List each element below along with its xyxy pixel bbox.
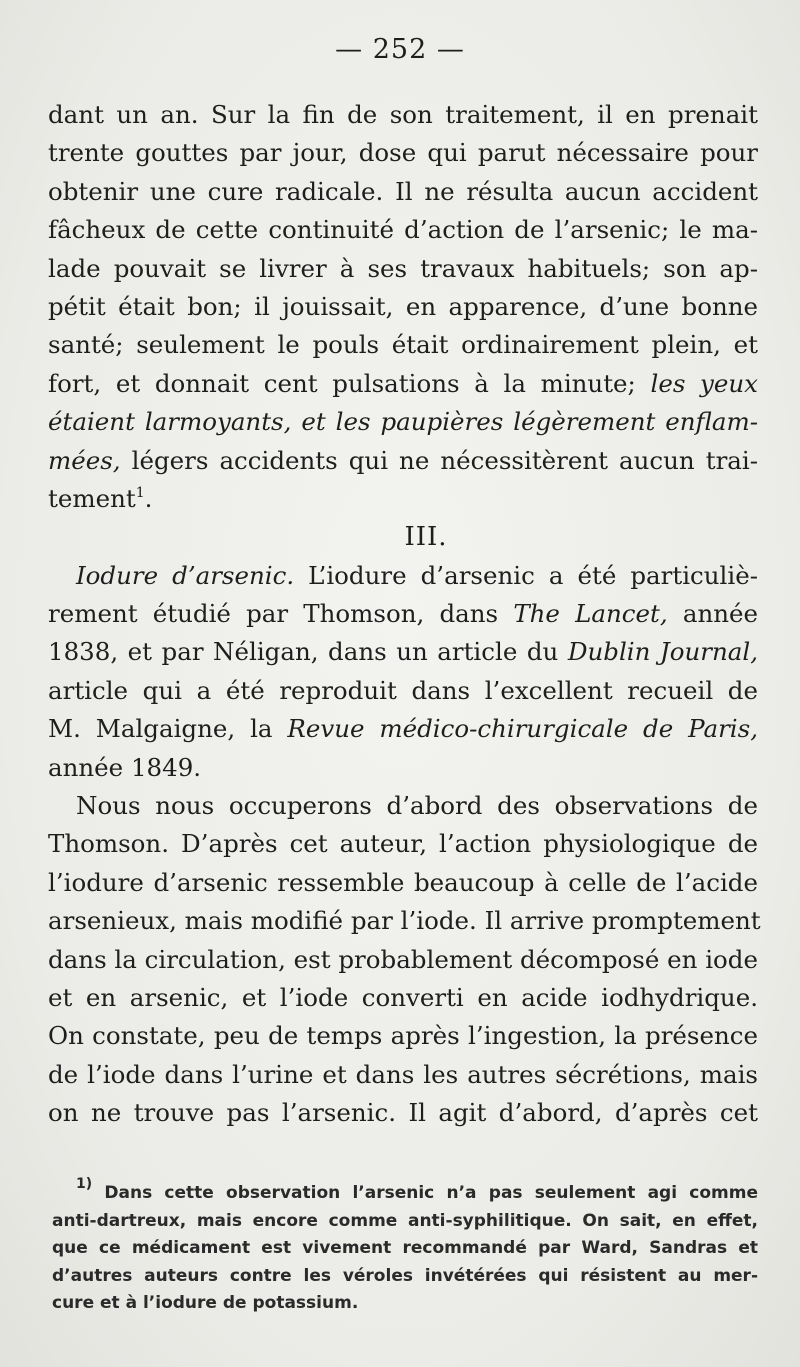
footnote-line: cure et à l’iodure de potassium. <box>52 1293 359 1314</box>
text-line: et en arsenic, et l’iode converti en acide iodhydrique. <box>48 982 758 1012</box>
italic-text: Revue médico-chirurgicale de Paris, <box>287 714 758 744</box>
italic-text: Dublin Journal, <box>567 637 758 667</box>
text-run: tement <box>48 483 136 513</box>
text-line: arsenieux, mais modifié par l’iode. Il arrive promptement <box>48 906 761 936</box>
footnote-line: d’autres auteurs contre les véroles invétérées qui résistent au mer- <box>52 1265 758 1286</box>
text-line <box>48 595 758 633</box>
text-line <box>48 557 758 595</box>
text-line: obtenir une cure radicale. Il ne résulta aucun accident <box>48 176 758 206</box>
main-text <box>48 96 761 1133</box>
text-run: fort, et donnait cent pulsations à la minute; <box>48 368 651 398</box>
text-line: Thomson. D’après cet auteur, l’action physiologique de <box>48 829 758 859</box>
text-run: année <box>667 599 758 629</box>
page-number: — 252 — <box>335 34 465 65</box>
text-run: L’iodure d’arsenic a été particuliè- <box>294 560 758 590</box>
paragraph-thomson <box>48 787 761 1133</box>
text-run: . <box>144 483 153 513</box>
text-line: fâcheux de cette continuité d’action de l’arsenic; le ma- <box>48 215 758 245</box>
italic-text: The Lancet, <box>513 599 668 629</box>
text-line <box>48 480 758 518</box>
footnote-marker: 1) <box>76 1176 93 1192</box>
italic-text: étaient larmoyants, et les paupières légèrement enflam- <box>48 407 758 437</box>
text-line: pétit était bon; il jouissait, en apparence, d’une bonne <box>48 291 758 321</box>
text-line: On constate, peu de temps après l’ingestion, la présence <box>48 1021 758 1051</box>
text-line: on ne trouve pas l’arsenic. Il agit d’abord, d’après cet <box>48 1098 758 1128</box>
footnote-reference: 1 <box>135 484 145 501</box>
text-run: Dans cette observation l’arsenic n’a pas seulement agi comme <box>104 1183 759 1203</box>
text-line: dans la circulation, est probablement décomposé en iode <box>48 944 758 974</box>
text-run: légers accidents qui ne nécessitèrent aucun trai- <box>120 445 758 475</box>
footnote <box>52 1176 759 1318</box>
text-line: année 1849. <box>48 752 202 782</box>
section-heading: III. <box>404 522 448 553</box>
text-line: Nous nous occuperons d’abord des observations de <box>76 791 758 821</box>
text-line: article qui a été reproduit dans l’excellent recueil de <box>48 675 758 705</box>
footnote-line: anti-dartreux, mais encore comme anti-syphilitique. On sait, en effet, <box>52 1210 758 1231</box>
paragraph-continuation <box>48 96 758 518</box>
text-line: dant un an. Sur la fin de son traitement, il en prenait <box>48 100 758 129</box>
text-run: 1838, et par Néligan, dans un article du <box>48 637 568 667</box>
text-line <box>48 403 758 441</box>
italic-text: les yeux <box>650 368 758 398</box>
text-line <box>48 365 758 403</box>
footnote-line <box>52 1176 759 1208</box>
text-line: de l’iode dans l’urine et dans les autres sécrétions, mais <box>48 1059 758 1089</box>
text-run: rement étudié par Thomson, dans <box>48 599 514 629</box>
text-line: l’iodure d’arsenic ressemble beaucoup à celle de l’acide <box>48 867 758 897</box>
text-line <box>48 633 758 671</box>
footnote-line: que ce médicament est vivement recommandé par Ward, Sandras et <box>52 1238 758 1259</box>
italic-text: mées, <box>48 445 121 475</box>
text-line <box>48 442 758 480</box>
text-line: santé; seulement le pouls était ordinairement plein, et <box>48 330 758 360</box>
text-line: trente gouttes par jour, dose qui parut nécessaire pour <box>48 138 758 168</box>
paragraph-iodure <box>48 557 758 787</box>
text-line <box>48 710 758 748</box>
text-line: lade pouvait se livrer à ses travaux habituels; son ap- <box>48 253 758 283</box>
text-run: M. Malgaigne, la <box>48 714 288 744</box>
italic-text: Iodure d’arsenic. <box>76 560 295 590</box>
